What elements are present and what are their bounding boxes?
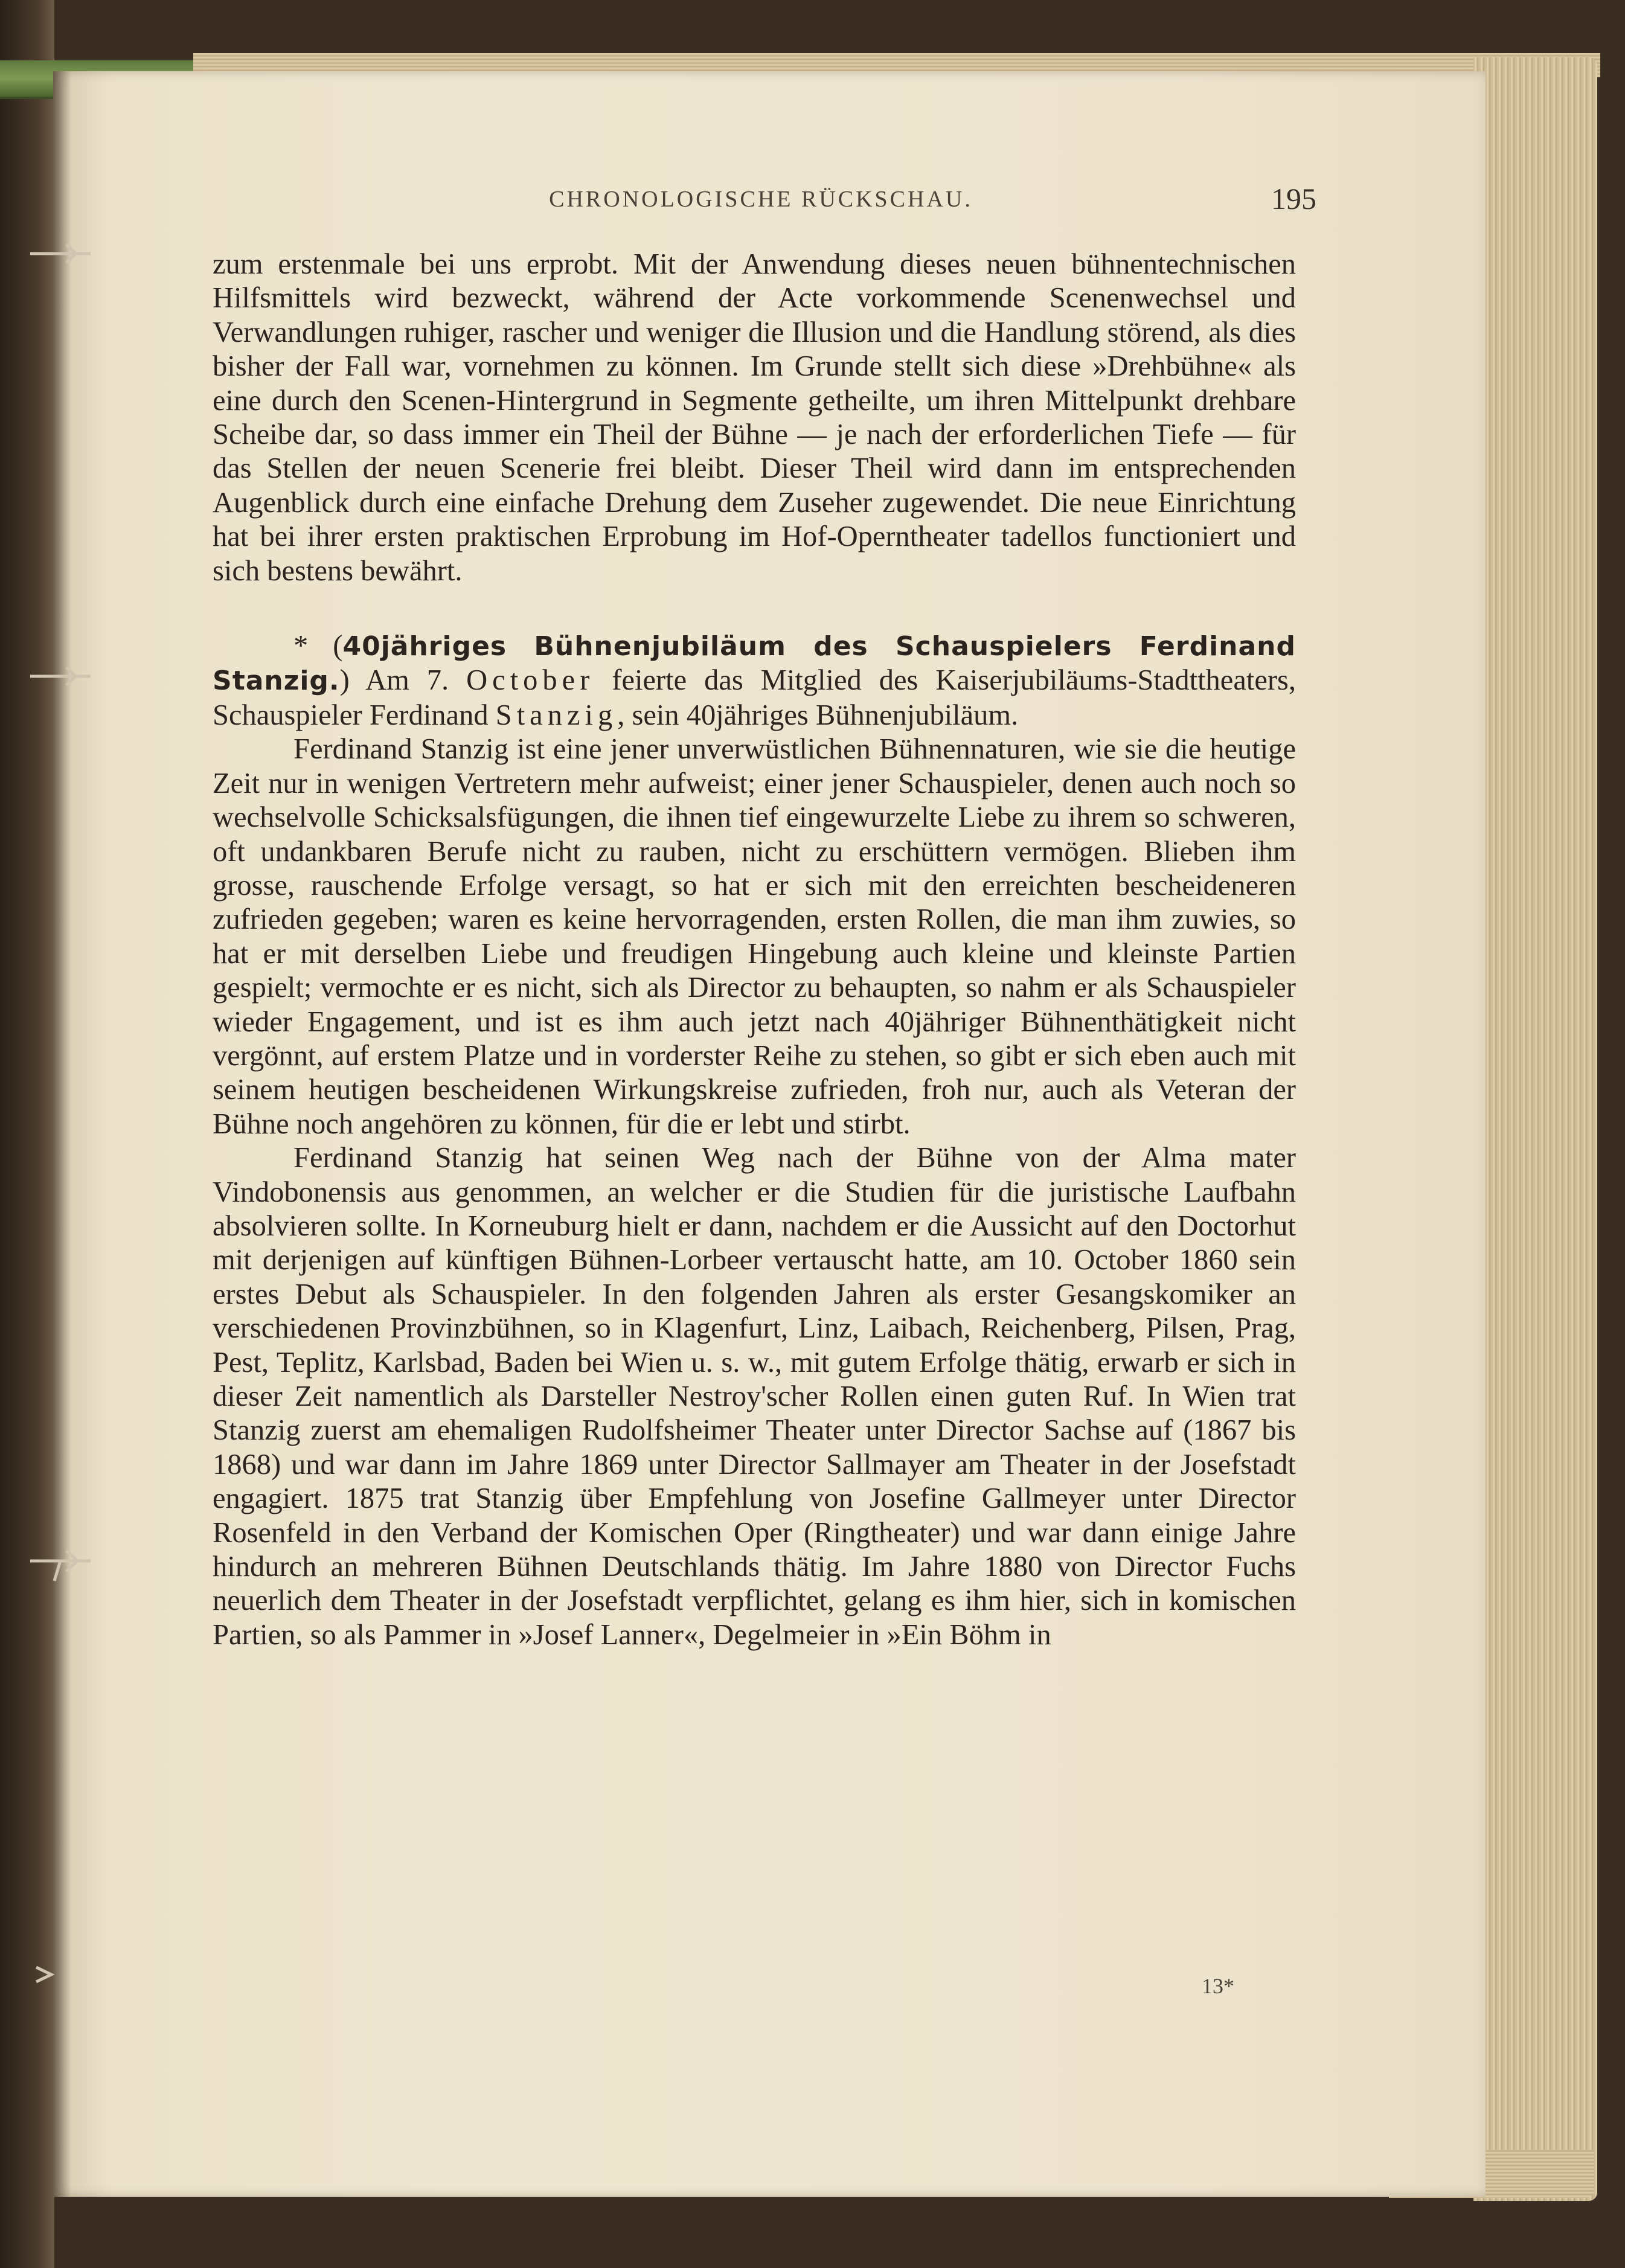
left-gutter xyxy=(0,0,54,2268)
spaced-name: Stanzig xyxy=(495,699,618,731)
binding-shadow xyxy=(53,71,71,2197)
page-stack-right-edge xyxy=(1473,57,1597,2201)
asterisk-marker: * xyxy=(293,630,309,662)
paragraph-2: * (40jähriges Bühnenjubiläum des Schauspielers Ferdinand Stanzig.) Am 7. October feierte das Mitglied des Kaiserjubiläums-Stadttheaters, Schauspieler Ferdinand Stanzig, sein 40jähriges Bühnenjubiläum. xyxy=(213,630,1296,731)
paragraph-4: Ferdinand Stanzig hat seinen Weg nach der Bühne von der Alma mater Vindobonensis aus genommen, an welcher er die Studien für die juristische Laufbahn absolvieren sollte. In Korneuburg hielt er dann, nachdem er die Aussicht auf den Doctorhut mit derjenigen auf künftigen Bühnen-Lorbeer vertauscht hatte, am 10. October 1860 sein erstes Debut als Schauspieler. In den folgenden Jahren als erster Gesangskomiker an verschiedenen Provinzbühnen, so in Klagenfurt, Linz, Laibach, Reichenberg, Pilsen, Prag, Pest, Teplitz, Karlsbad, Baden bei Wien u. s. w., mit gutem Erfolge thätig, erwarb er sich in dieser Zeit namentlich als Darsteller Nestroy'scher Rollen einen guten Ruf. In Wien trat Stanzig zuerst am ehemaligen Rudolfsheimer Theater unter Director Sachse auf (1867 bis 1868) und war dann im Jahre 1869 unter Director Sallmayer am Theater in der Josefstadt engagiert. 1875 trat Stanzig über Empfehlung von Josefine Gallmeyer unter Director Rosenfeld in den Verband der Komischen Oper (Ringtheater) und war dann einige Jahre hindurch an mehreren Bühnen Deutschlands thätig. Im Jahre 1880 von Director Fuchs neuerlich dem Theater in der Josefstadt verpflichtet, gelang es ihm hier, sich in komischen Partien, so als Pammer in »Josef Lanner«, Degelmeier in »Ein Böhm in xyxy=(213,1142,1296,1651)
binding-thread-icon xyxy=(24,664,97,682)
signature-mark: 13* xyxy=(1202,1974,1234,1998)
section-heading: 40jähriges Bühnenjubiläum des Schauspielers Ferdinand Stanzig. xyxy=(213,631,1296,697)
running-head: CHRONOLOGISCHE RÜCKSCHAU. xyxy=(549,187,973,212)
binding-thread-icon xyxy=(24,1546,97,1564)
paragraph-3: Ferdinand Stanzig ist eine jener unverwüstlichen Bühnennaturen, wie sie die heutige Zeit nur in wenigen Vertretern mehr aufweist; einer jener Schauspieler, denen auch noch so wechselvolle Schicksalsfügungen, die ihnen tief eingewurzelte Liebe zu ihrem so schweren, oft undankbaren Berufe nicht zu rauben, nicht zu erschüttern vermögen. Blieben ihm grosse, rauschende Erfolge versagt, so hat er sich mit den erreichten bescheideneren zufrieden gegeben; waren es keine hervorragenden, ersten Rollen, die man ihm zuwies, so hat er mit derselben Liebe und freudigen Hingebung auch kleine und kleinste Partien gespielt; vermochte er es nicht, sich als Director zu behaupten, so nahm er als Schauspieler wieder Engagement, und ist es ihm auch jetzt nach 40jähriger Bühnenthätigkeit nicht vergönnt, auf erstem Platze und in vorderster Reihe zu stehen, so gibt er sich eben auch mit seinem heutigen bescheidenen Wirkungskreise zufrieden, froh nur, auch als Veteran der Bühne noch angehören zu können, für die er lebt und stirbt. xyxy=(213,733,1296,1140)
binding-thread-icon xyxy=(24,1962,97,1981)
paragraph-1: zum erstenmale bei uns erprobt. Mit der Anwendung dieses neuen bühnentechnischen Hilfsmittels wird bezweckt, während der Acte vorkommende Scenenwechsel und Verwandlungen ruhiger, rascher und weniger die Illusion und die Handlung störend, als dies bisher der Fall war, vornehmen zu können. Im Grunde stellt sich diese »Drehbühne« als eine durch den Scenen-Hintergrund in Segmente getheilte, um ihren Mittelpunkt drehbare Scheibe dar, so dass immer ein Theil der Bühne — je nach der erforderlichen Tiefe — für das Stellen der neuen Scenerie frei bleibt. Dieser Theil wird dann im entsprechenden Augenblick durch eine einfache Drehung dem Zuseher zugewendet. Die neue Einrichtung hat bei ihrer ersten praktischen Erprobung im Hof-Operntheater tadellos functioniert und sich bestens bewährt. xyxy=(213,248,1296,587)
body-text xyxy=(213,248,1296,1652)
page-number: 195 xyxy=(1271,182,1316,216)
spaced-word: October xyxy=(466,664,595,697)
binding-thread-icon xyxy=(24,242,97,260)
